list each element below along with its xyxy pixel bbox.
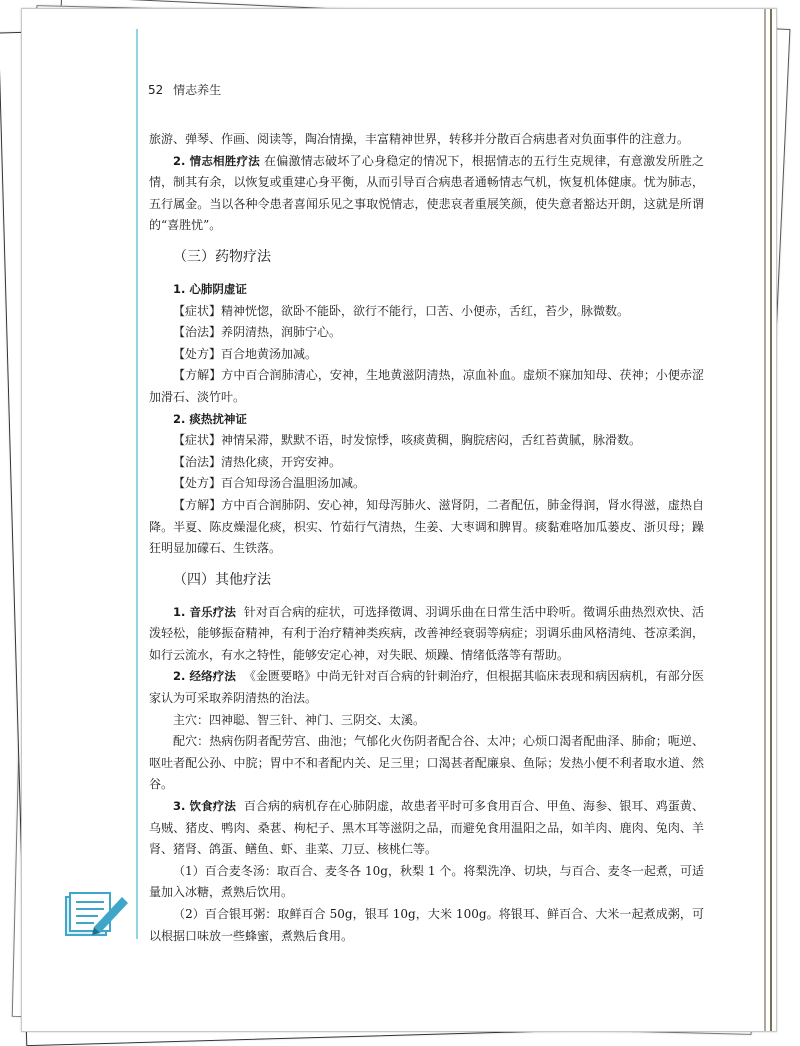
method-line-2: 【治法】清热化痰，开窍安神。 — [173, 454, 342, 469]
symptom-line-1: 【症状】精神恍惚，欲卧不能卧，欲行不能行，口苦、小便赤，舌红，苔少，脉微数。 — [173, 303, 630, 318]
emotion-therapy-heading: 2. 情志相胜疗法 — [173, 153, 260, 168]
section-heading-other: （四）其他疗法 — [173, 571, 271, 588]
explanation-line-2: 【方解】方中百合润肺阴、安心神，知母泻肺火、滋肾阴，二者配伍，肺金得润，肾水得滋，虚热自降。半夏、陈皮燥湿化痰，枳实、竹茹行气清热，生姜、大枣调和脾胃。痰黏难咯加瓜蒌皮、浙贝母；躁狂明显加礞石、生铁落。 — [149, 497, 704, 556]
page-body — [149, 129, 704, 947]
method-line-1: 【治法】养阴清热，润肺宁心。 — [173, 325, 342, 340]
syndrome-heading-2: 2. 痰热扰神证 — [173, 411, 247, 426]
page-number: 52 — [148, 83, 164, 97]
running-title: 情志养生 — [173, 83, 222, 97]
prescription-line-1: 【处方】百合地黄汤加减。 — [173, 346, 318, 361]
page-edge-strip — [752, 9, 776, 1031]
margin-accent-line — [136, 29, 138, 939]
matching-acupoints: 配穴：热病伤阴者配劳宫、曲池；气郁化火伤阴者配合谷、太冲；心烦口渴者配曲泽、肺俞；呃逆、呕吐者配公孙、中脘；胃中不和者配内关、足三里；口渴甚者配廉泉、鱼际；发热小便不利者取水道、然谷。 — [149, 734, 704, 792]
prescription-line-2: 【处方】百合知母汤合温胆汤加减。 — [173, 476, 366, 491]
music-therapy-text: 针对百合病的症状，可选择徵调、羽调乐曲在日常生活中聆听。徵调乐曲热烈欢快、活泼轻松，能够振奋精神，有利于治疗精神类疾病，改善神经衰弱等病症；羽调乐曲风格清纯、苍凉柔润，如行云流水，有水之特性，能够安定心神，对失眠、烦躁、情绪低落等有帮助。 — [149, 604, 704, 662]
explanation-line-1: 【方解】方中百合润肺清心，安神，生地黄滋阴清热，凉血补血。虚烦不寐加知母、茯神；小便赤涩加滑石、淡竹叶。 — [149, 368, 704, 404]
section-heading-medication: （三）药物疗法 — [173, 248, 271, 265]
main-acupoints: 主穴：四神聪、智三针、神门、三阴交、太溪。 — [173, 712, 426, 727]
meridian-therapy-heading: 2. 经络疗法 — [173, 669, 236, 684]
emotion-therapy-paragraph — [149, 151, 704, 237]
diet-therapy-paragraph — [149, 796, 704, 861]
diet-therapy-text: 百合病的病机存在心肺阴虚，故患者平时可多食用百合、甲鱼、海参、银耳、鸡蛋黄、乌贼、猪皮、鸭肉、桑葚、枸杞子、黑木耳等滋阴之品，而避免食用温阳之品，如羊肉、鹿肉、兔肉、羊肾、猪肾、鸽蛋、鳝鱼、虾、韭菜、刀豆、核桃仁等。 — [149, 799, 704, 857]
diet-therapy-heading: 3. 饮食疗法 — [173, 799, 236, 814]
meridian-therapy-paragraph — [149, 666, 704, 709]
recipe-2: （2）百合银耳粥：取鲜百合 50g，银耳 10g，大米 100g。将银耳、鲜百合、大米一起煮成粥，可以根据口味放一些蜂蜜，煮熟后食用。 — [149, 907, 704, 943]
symptom-line-2: 【症状】神情呆滞，默默不语，时发惊悸，咳痰黄稠，胸脘痞闷，舌红苔黄腻，脉滑数。 — [173, 433, 642, 448]
notepad-pencil-icon — [64, 889, 134, 941]
meridian-therapy-text: 《金匮要略》中尚无针对百合病的针刺治疗，但根据其临床表现和病因病机，有部分医家认为可采取养阴清热的治法。 — [149, 669, 704, 706]
syndrome-heading-1: 1. 心肺阴虚证 — [173, 281, 247, 296]
intro-paragraph: 旅游、弹琴、作画、阅读等，陶冶情操，丰富精神世界，转移并分散百合病患者对负面事件的注意力。 — [149, 132, 690, 146]
book-page — [21, 8, 777, 1032]
emotion-therapy-text: 在偏激情志破坏了心身稳定的情况下，根据情志的五行生克规律，有意激发所胜之情，制其有余，以恢复或重建心身平衡，从而引导百合病患者通畅情志气机，恢复机体健康。忧为肺志，五行属金。当以各种令患者喜闻乐见之事取悦情志，使悲哀者重展笑颜，使失意者豁达开朗，这就是所谓的“喜胜忧”。 — [149, 153, 704, 233]
running-header — [148, 81, 221, 98]
recipe-1: （1）百合麦冬汤：取百合、麦冬各 10g，秋梨 1 个。将梨洗净、切块，与百合、麦冬一起煮，可适量加入冰糖，煮熟后饮用。 — [149, 863, 704, 900]
music-therapy-paragraph — [149, 602, 704, 667]
music-therapy-heading: 1. 音乐疗法 — [173, 604, 236, 619]
